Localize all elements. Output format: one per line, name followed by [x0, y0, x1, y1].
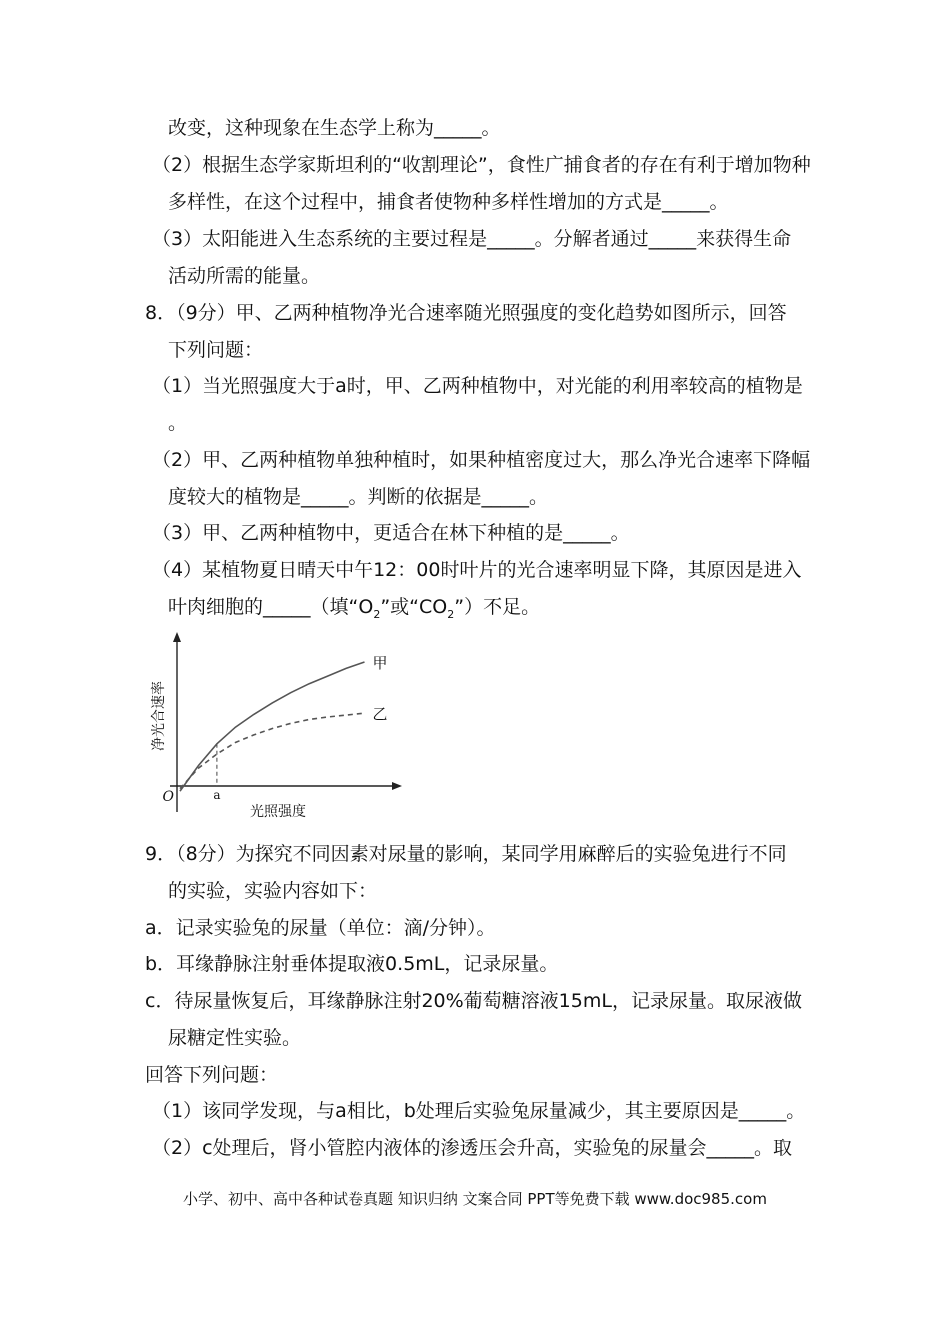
y-axis-label: 净光合速率 [151, 681, 167, 751]
x-tick-label-a: a [213, 788, 221, 802]
text-line: 改变，这种现象在生态学上称为_____。 [168, 117, 501, 139]
text-line: a．记录实验兔的尿量（单位：滴/分钟）。 [145, 917, 496, 939]
series-label-jia: 甲 [372, 654, 388, 672]
text-line: （4）某植物夏日晴天中午12：00时叶片的光合速率明显下降，其原因是进入 [152, 559, 802, 581]
page-footer: 小学、初中、高中各种试卷真题 知识归纳 文案合同 PPT等免费下载 www.doc985.com [183, 1190, 767, 1208]
question-8-stem: 8．（9分）甲、乙两种植物净光合速率随光照强度的变化趋势如图所示，回答 [145, 302, 787, 324]
x-axis-arrow [392, 782, 402, 790]
text-fragment: 叶肉细胞的_____（填“O [168, 596, 374, 618]
photosynthesis-chart [151, 628, 410, 828]
text-line: 。 [168, 412, 188, 434]
text-line: 尿糖定性实验。 [168, 1027, 302, 1049]
y-axis-arrow [173, 632, 181, 642]
text-line: （2）根据生态学家斯坦利的“收割理论”，食性广捕食者的存在有利于增加物种 [152, 154, 811, 176]
text-line: 回答下列问题： [145, 1064, 279, 1086]
text-fragment: ”）不足。 [454, 596, 541, 618]
text-line: （3）太阳能进入生态系统的主要过程是_____。分解者通过_____来获得生命 [152, 228, 792, 250]
text-fragment: ”或“CO [380, 596, 448, 618]
chart-axes [170, 632, 402, 812]
text-line: （2）c处理后，肾小管腔内液体的渗透压会升高，实验兔的尿量会_____。取 [152, 1137, 793, 1159]
text-line: 度较大的植物是_____。判断的依据是_____。 [168, 486, 549, 508]
text-line: 的实验，实验内容如下： [168, 880, 378, 902]
text-line: （1）该同学发现，与a相比，b处理后实验兔尿量减少，其主要原因是_____。 [152, 1100, 806, 1122]
text-line: （1）当光照强度大于a时，甲、乙两种植物中，对光能的利用率较高的植物是 [152, 375, 803, 397]
question-9-stem: 9．（8分）为探究不同因素对尿量的影响，某同学用麻醉后的实验兔进行不同 [145, 843, 787, 865]
text-line: 活动所需的能量。 [168, 265, 321, 287]
text-line [168, 594, 540, 628]
subscript: 2 [373, 607, 381, 621]
subscript: 2 [447, 607, 455, 621]
text-line: 多样性，在这个过程中，捕食者使物种多样性增加的方式是_____。 [168, 191, 729, 213]
origin-label: O [162, 789, 174, 805]
text-line: c．待尿量恢复后，耳缘静脉注射20%葡萄糖溶液15mL，记录尿量。取尿液做 [145, 990, 802, 1012]
series-line-jia [180, 662, 365, 791]
series-label-yi: 乙 [372, 705, 388, 724]
text-line: b．耳缘静脉注射垂体提取液0.5mL，记录尿量。 [145, 953, 559, 975]
x-axis-label: 光照强度 [250, 804, 306, 820]
series-line-yi [180, 713, 365, 789]
text-line: （2）甲、乙两种植物单独种植时，如果种植密度过大，那么净光合速率下降幅 [152, 449, 811, 471]
text-line: （3）甲、乙两种植物中，更适合在林下种植的是_____。 [152, 522, 630, 544]
text-line: 下列问题： [168, 339, 264, 361]
